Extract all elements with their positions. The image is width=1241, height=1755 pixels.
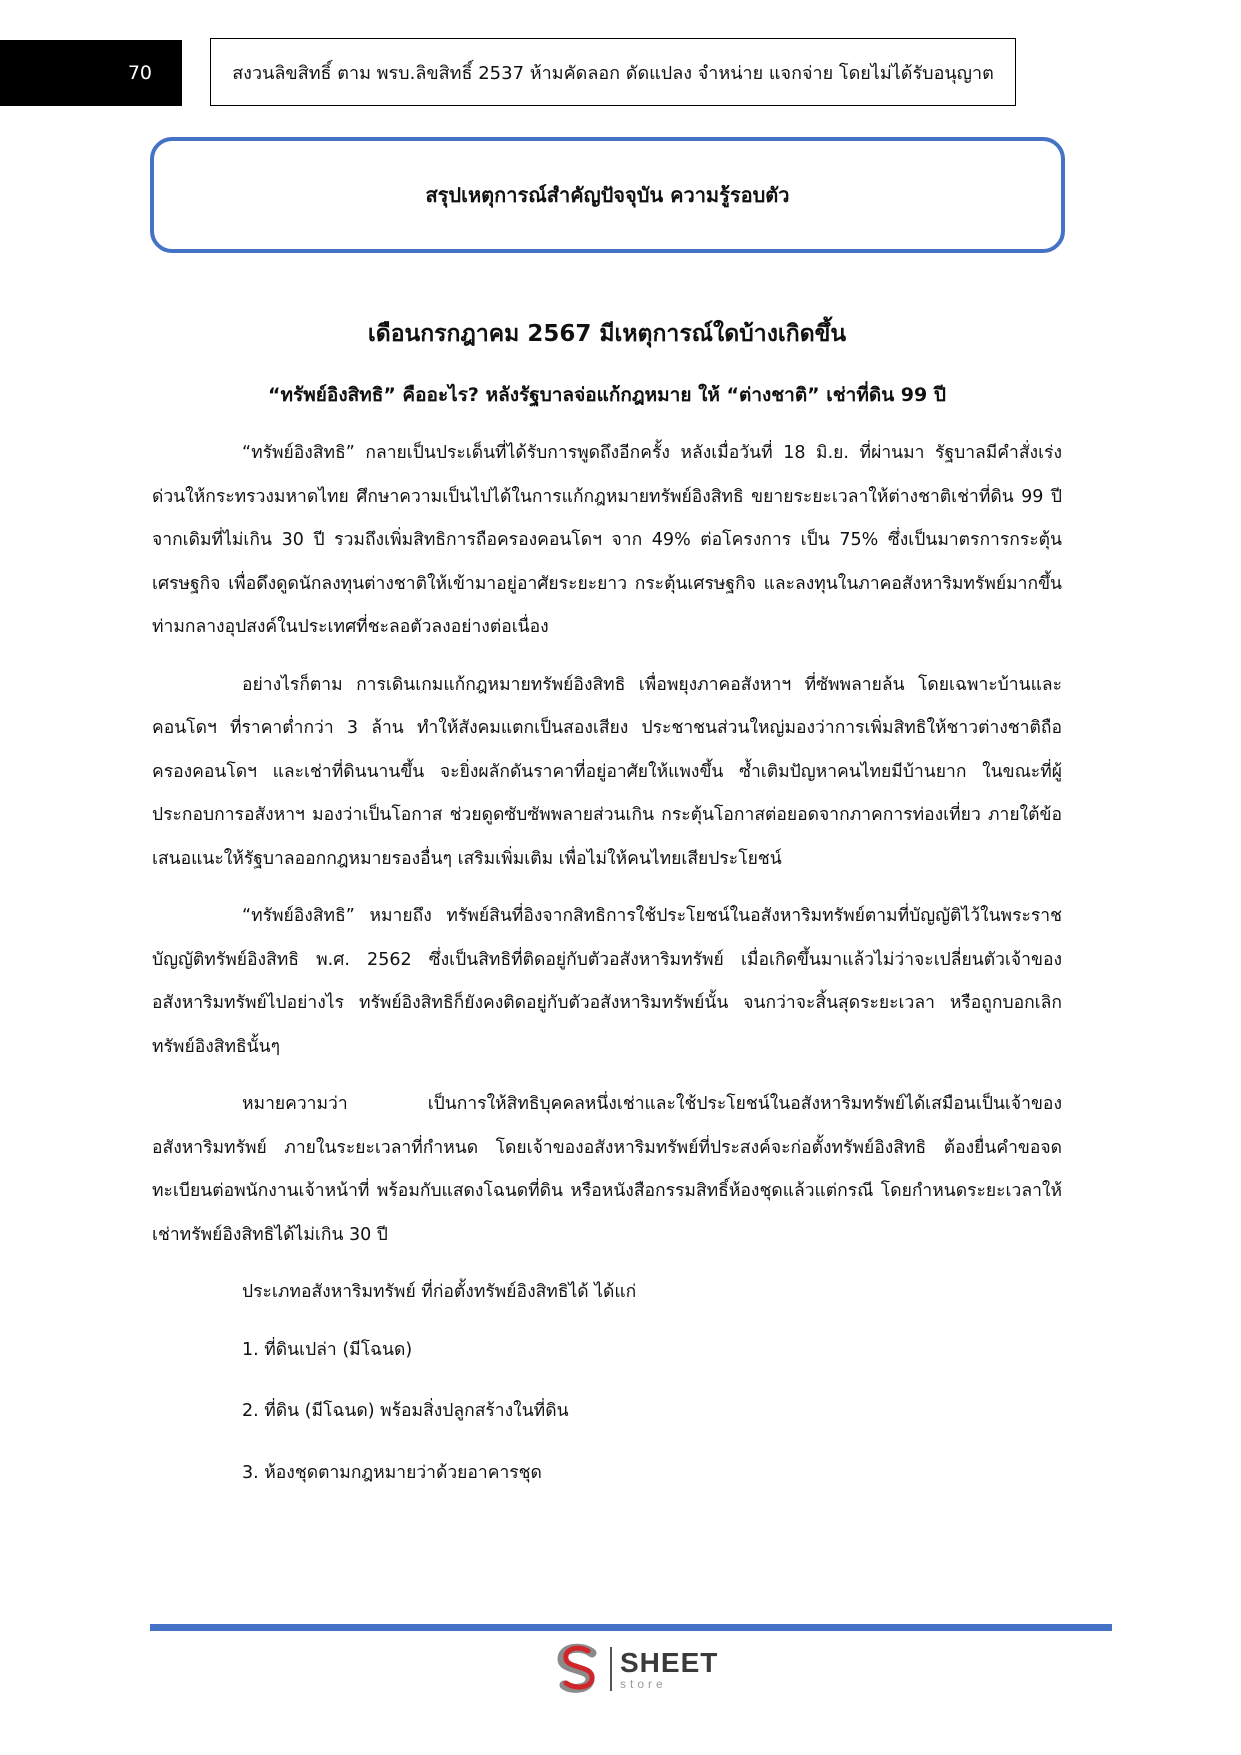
section-title-box	[150, 137, 1065, 253]
paragraph: “ทรัพย์อิงสิทธิ” หมายถึง ทรัพย์สินที่อิงจากสิทธิการใช้ประโยชน์ในอสังหาริมทรัพย์ตามที่บัญญัติไว้ในพระราชบัญญัติทรัพย์อิงสิทธิ พ.ศ. 2562 ซึ่งเป็นสิทธิที่ติดอยู่กับตัวอสังหาริมทรัพย์ เมื่อเกิดขึ้นมาแล้วไม่ว่าจะเปลี่ยนตัวเจ้าของอสังหาริมทรัพย์ไปอย่างไร ทรัพย์อิงสิทธิก็ยังคงติดอยู่กับตัวอสังหาริมทรัพย์นั้น จนกว่าจะสิ้นสุดระยะเวลา หรือถูกบอกเลิกทรัพย์อิงสิทธินั้นๆ	[152, 906, 1062, 1057]
logo-separator	[610, 1647, 612, 1691]
paragraph: หมายความว่า เป็นการให้สิทธิบุคคลหนึ่งเช่าและใช้ประโยชน์ในอสังหาริมทรัพย์ได้เสมือนเป็นเจ้าของอสังหาริมทรัพย์ ภายในระยะเวลาที่กำหนด โดยเจ้าของอสังหาริมทรัพย์ที่ประสงค์จะก่อตั้งทรัพย์อิงสิทธิ ต้องยื่นคำขอจดทะเบียนต่อพนักงานเจ้าหน้าที่ พร้อมกับแสดงโฉนดที่ดิน หรือหนังสือกรรมสิทธิ์ห้องชุดแล้วแต่กรณี โดยกำหนดระยะเวลาให้เช่าทรัพย์อิงสิทธิได้ไม่เกิน 30 ปี	[152, 1094, 1062, 1245]
paragraph: อย่างไรก็ตาม การเดินเกมแก้กฎหมายทรัพย์อิงสิทธิ เพื่อพยุงภาคอสังหาฯ ที่ซัพพลายล้น โดยเฉพาะบ้านและคอนโดฯ ที่ราคาต่ำกว่า 3 ล้าน ทำให้สังคมแตกเป็นสองเสียง ประชาชนส่วนใหญ่มองว่าการเพิ่มสิทธิให้ชาวต่างชาติถือครองคอนโดฯ และเช่าที่ดินนานขึ้น จะยิ่งผลักดันราคาที่อยู่อาศัยให้แพงขึ้น ซ้ำเติมปัญหาคนไทยมีบ้านยาก ในขณะที่ผู้ประกอบการอสังหาฯ มองว่าเป็นโอกาส ช่วยดูดซับซัพพลายส่วนเกิน กระตุ้นโอกาสต่อยอดจากภาคการท่องเที่ยว ภายใต้ข้อเสนอแนะให้รัฐบาลออกกฎหมายรองอื่นๆ เสริมเพิ่มเติม เพื่อไม่ให้คนไทยเสียประโยชน์	[152, 674, 1062, 869]
sheet-logo-icon	[552, 1643, 604, 1695]
section-title: สรุปเหตุการณ์สำคัญปัจจุบัน ความรู้รอบตัว	[425, 183, 790, 207]
list-item: 1. ที่ดินเปล่า (มีโฉนด)	[242, 1339, 413, 1360]
copyright-notice-box	[210, 38, 1016, 106]
list-item: 2. ที่ดิน (มีโฉนด) พร้อมสิ่งปลูกสร้างในที่ดิน	[242, 1401, 569, 1421]
logo-text: SHEET	[620, 1646, 719, 1678]
main-title: เดือนกรกฎาคม 2567 มีเหตุการณ์ใดบ้างเกิดขึ้น	[367, 321, 847, 347]
copyright-notice: สงวนลิขสิทธิ์ ตาม พรบ.ลิขสิทธิ์ 2537 ห้ามคัดลอก ดัดแปลง จำหน่าย แจกจ่าย โดยไม่ได้รับอนุญาต	[232, 62, 994, 84]
paragraph: ประเภทอสังหาริมทรัพย์ ที่ก่อตั้งทรัพย์อิงสิทธิได้ ได้แก่	[242, 1282, 637, 1302]
list-item: 3. ห้องชุดตามกฎหมายว่าด้วยอาคารชุด	[242, 1462, 542, 1483]
logo-subtext: store	[620, 1676, 667, 1691]
paragraph: “ทรัพย์อิงสิทธิ” กลายเป็นประเด็นที่ได้รับการพูดถึงอีกครั้ง หลังเมื่อวันที่ 18 มิ.ย. ที่ผ่านมา รัฐบาลมีคำสั่งเร่งด่วนให้กระทรวงมหาดไทย ศึกษาความเป็นไปได้ในการแก้กฎหมายทรัพย์อิงสิทธิ ขยายระยะเวลาให้ต่างชาติเช่าที่ดิน 99 ปี จากเดิมที่ไม่เกิน 30 ปี รวมถึงเพิ่มสิทธิการถือครองคอนโดฯ จาก 49% ต่อโครงการ เป็น 75% ซึ่งเป็นมาตรการกระตุ้นเศรษฐกิจ เพื่อดึงดูดนักลงทุนต่างชาติให้เข้ามาอยู่อาศัยระยะยาว กระตุ้นเศรษฐกิจ และลงทุนในภาคอสังหาริมทรัพย์มากขึ้น ท่ามกลางอุปสงค์ในประเทศที่ชะลอตัวลงอย่างต่อเนื่อง	[152, 443, 1062, 637]
logo-wordmark	[620, 1646, 719, 1691]
article-body	[152, 310, 1062, 1513]
footer-divider	[150, 1624, 1112, 1631]
page-number: 70	[127, 62, 152, 84]
sheet-store-logo	[552, 1641, 732, 1697]
page-number-box	[0, 40, 182, 106]
sub-title: “ทรัพย์อิงสิทธิ” คืออะไร? หลังรัฐบาลจ่อแก้กฎหมาย ให้ “ต่างชาติ” เช่าที่ดิน 99 ปี	[268, 384, 946, 406]
